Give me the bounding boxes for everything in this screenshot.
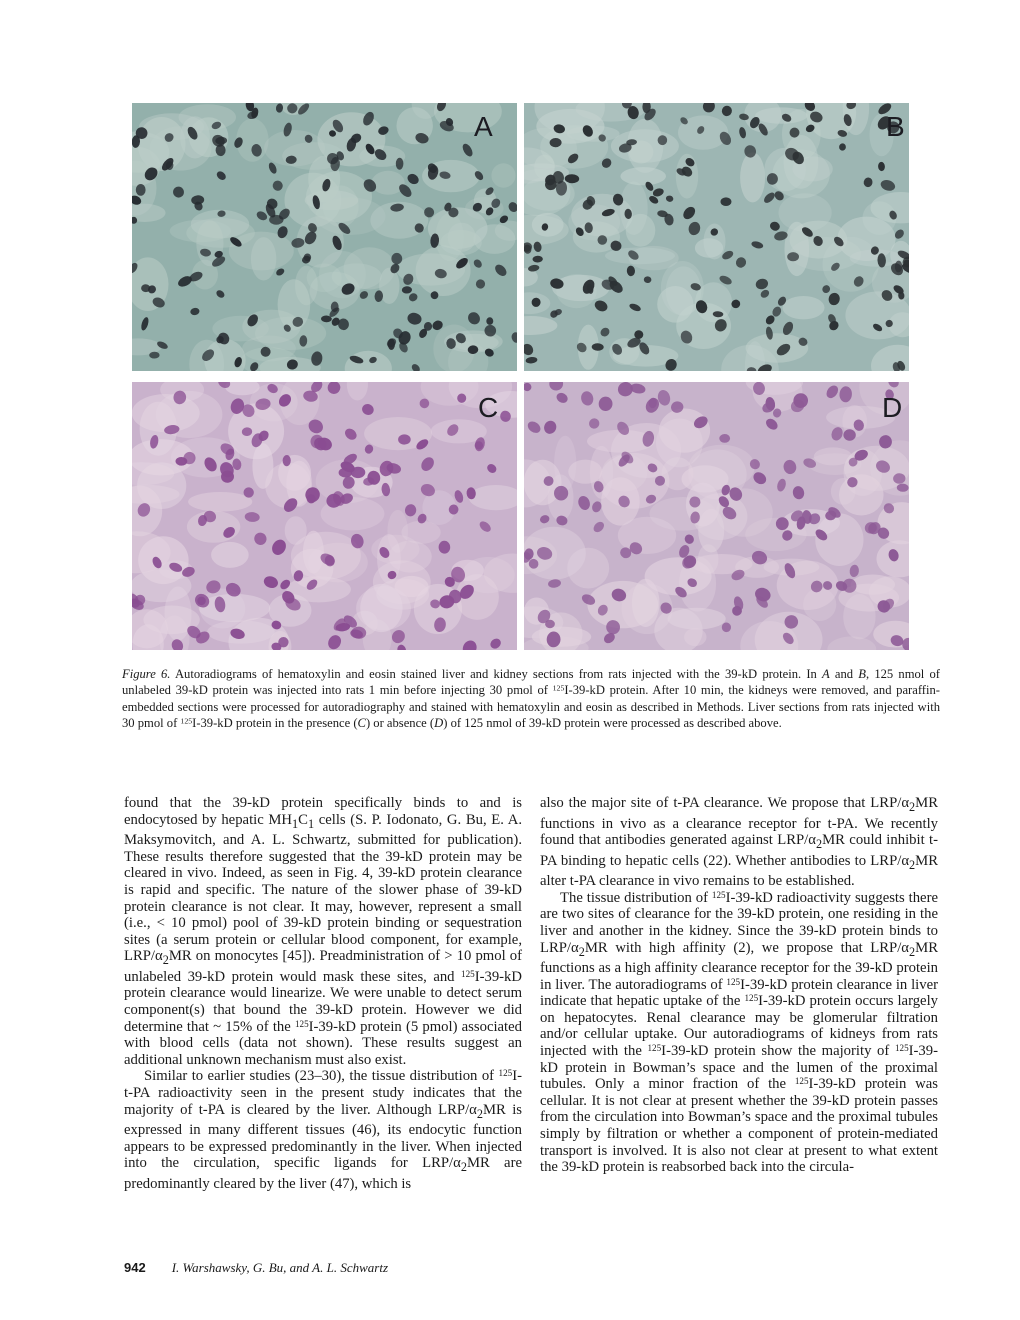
subscript: 1 [292,816,299,831]
isotope-superscript: 125 [552,683,565,693]
caption-ref-b: B [858,667,866,681]
text-run: MR functions as a high affinity clearance receptor for the 39-kD protein in liver. The autoradiograms of [540,939,938,993]
paragraph [124,1068,522,1192]
text-run: found that the 39-kD protein specifically binds to and is endocytosed by hepatic MH [124,795,522,828]
figure-label: Figure 6. [122,667,171,681]
text-run: I-t-PA radioactivity seen in the present study indicates that the majority of t-PA is cleared by the liver. Although LRP/α [124,1068,522,1118]
body-column-left [124,795,522,1192]
text-run: MR on monocytes [45]). Preadministration of > 10 pmol of unlabeled 39-kD protein would mask these sites, and [124,948,522,985]
text-run: I-39-kD radioactivity suggests there are two sites of clearance for the 39-kD protein, one residing in the liver and another in the kidney. Since the 39-kD protein binds to LRP/α [540,889,938,956]
text-run: MR are predominantly cleared by the liver (47), which is [124,1155,522,1192]
caption-ref-a: A [822,667,830,681]
isotope-superscript: 125 [894,1042,909,1053]
caption-text: Autoradiograms of hematoxylin and eosin stained liver and kidney sections from rats injected with the 39-kD protein. In [174,667,823,681]
caption-text: I-39-kD protein in the presence ( [192,715,358,730]
kidney-micrograph-image [132,103,517,371]
subscript: 2 [909,944,916,959]
micrograph-panel-b [524,103,909,371]
isotope-superscript: 125 [498,1068,513,1079]
liver-micrograph-image [132,382,517,650]
micrograph-panel-a [132,103,517,371]
subscript: 2 [909,799,916,814]
text-run: MR functions in vivo as a clearance receptor for t-PA. We recently found that antibodies generated against LRP/α [540,795,938,849]
figure-caption [122,666,940,731]
subscript: 2 [815,837,823,852]
text-run: MR with high affinity (2), we propose that LRP/α [584,939,910,956]
text-run: I-39-kD protein in Bowman’s space and the lumen of the proximal tubules. Only a minor fraction of the [540,1043,938,1093]
subscript: 1 [307,816,315,831]
text-run: C [298,811,308,828]
isotope-superscript: 125 [294,1018,309,1029]
paragraph [540,795,938,890]
page-number: 942 [124,1260,146,1275]
isotope-superscript: 125 [647,1042,662,1053]
subscript: 2 [578,944,585,959]
kidney-micrograph-image [524,103,909,371]
running-authors: I. Warshawsky, G. Bu, and A. L. Schwartz [171,1260,389,1275]
text-run: I-39-kD protein occurs largely on hepatocytes. Renal clearance may be glomerular filtration and/or cellular uptake. Our autoradiograms of kidneys from rats injected with the [540,993,938,1060]
isotope-superscript: 125 [180,716,193,726]
body-column-right [540,795,938,1176]
caption-text: and [829,667,859,681]
text-run: I-39-kD protein clearance would linearize. We were unable to detect serum component(s) that bound the 39-kD protein. However we did determine that ~ 15% of the [124,968,522,1035]
micrograph-panel-d [524,382,909,650]
caption-text: ) or absence ( [365,715,435,730]
text-run: I-39-kD protein show the majority of [661,1043,895,1060]
isotope-superscript: 125 [461,968,475,979]
paragraph [540,890,938,1176]
subscript: 2 [460,1160,467,1175]
page-footer [124,1260,388,1276]
caption-text: ) of 125 nmol of 39-kD protein were processed as described above. [443,715,782,730]
text-run: I-39-kD protein was cellular. It is not clear at present whether the 39-kD protein passes from the circulation into Bowman’s space and the proximal tubules simply by filtration or whether a component of protein-mediated transport is involved. It is also not clear at present to what extent the 39-kD protein is reabsorbed back into the circula- [540,1076,938,1176]
text-run: MR alter t-PA clearance in vivo remains to be established. [540,852,938,890]
text-run: I-39-kD protein clearance in liver indicate that hepatic uptake of the [540,976,938,1010]
text-run: The tissue distribution of [560,889,712,906]
liver-micrograph-image [524,382,909,650]
panel-label-b: B [886,111,905,142]
panel-label-d: D [882,392,903,423]
caption-ref-d: D [434,715,444,730]
caption-text: I-39-kD protein. After 10 min, the kidneys were removed, and paraffin-embedded sections were processed for autoradiography and stained with hematoxylin and eosin as described in Methods. Liver sections from rats injected with 30 pmol of [122,683,940,730]
isotope-superscript: 125 [711,889,726,900]
text-run: MR is expressed in many different tissues (46), its endocytic function appears to be expressed predominantly in the liver. When injected into the circulation, specific ligands for LRP/α [124,1101,523,1172]
subscript: 2 [909,857,916,872]
subscript: 2 [162,953,169,968]
panel-label-a: A [474,111,493,142]
subscript: 2 [476,1106,483,1121]
isotope-superscript: 125 [744,993,759,1004]
text-run: also the major site of t-PA clearance. We propose that LRP/α [540,795,910,811]
figure-6 [132,103,930,653]
text-run: I-39-kD protein (5 pmol) associated with blood cells (data not shown). These results suggest an additional unknown mechanism must also exist. [124,1018,523,1068]
isotope-superscript: 125 [726,976,741,987]
panel-label-c: C [478,392,499,423]
caption-ref-c: C [357,715,366,730]
isotope-superscript: 125 [794,1076,809,1087]
caption-text: , 125 nmol of unlabeled 39-kD protein was injected into rats 1 min before injecting 30 pmol of [122,667,940,698]
text-run: Similar to earlier studies (23–30), the tissue distribution of [144,1068,499,1085]
text-run: MR could inhibit t-PA binding to hepatic cells (22). Whether antibodies to LRP/α [540,832,938,869]
micrograph-panel-c [132,382,517,650]
paragraph [124,795,522,1068]
text-run: cells (S. P. Iodonato, G. Bu, E. A. Maksymovitch, and A. L. Schwartz, submitted for publication). These results therefore suggested that the 39-kD protein may be cleared in vivo. Indeed, as seen in Fig. 4, 39-kD protein clearance is rapid and specific. The nature of the slower phase of 39-kD protein clearance is not clear. It may, however, represent a small (i.e., < 10 pmol) pool of 39-kD protein binding or sequestration sites (a serum protein or cellular blood component, for example, LRP/α [124,811,522,965]
